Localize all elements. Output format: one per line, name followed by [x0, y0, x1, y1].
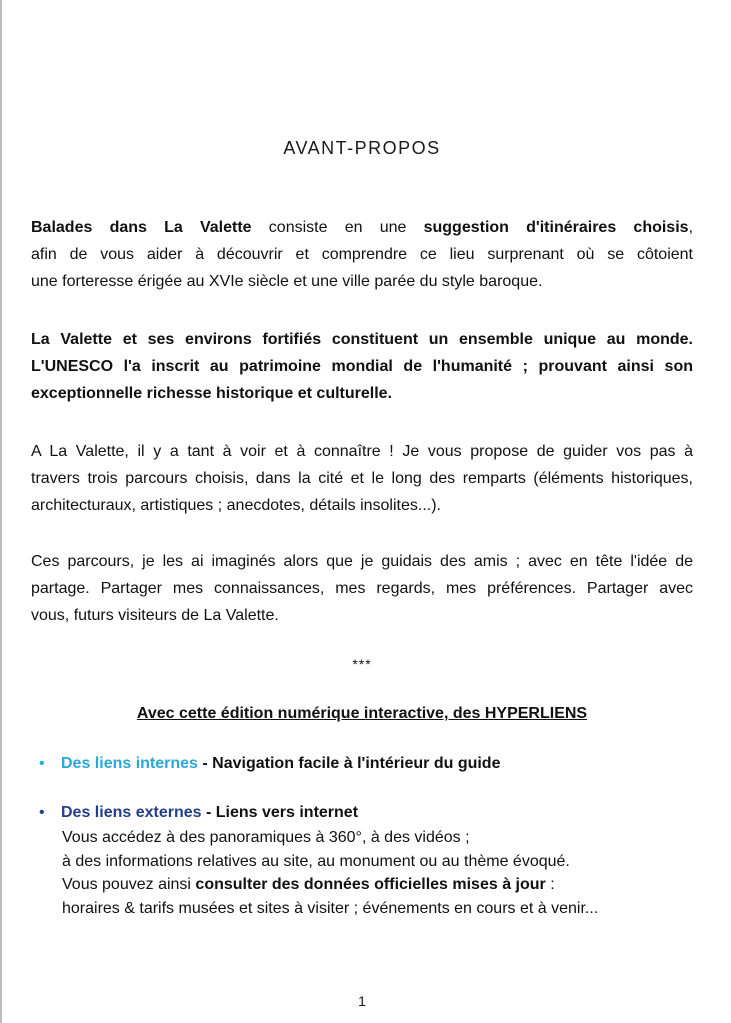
bullet-dot-icon: • — [39, 804, 45, 821]
external-links-label[interactable]: Des liens externes — [61, 804, 202, 821]
sharing-line-3: vous, futurs visiteurs de La Valette. — [31, 607, 279, 624]
routes-paragraph — [31, 438, 693, 519]
details-line-4: horaires & tarifs musées et sites à visiter ; événements en cours et à venir... — [62, 899, 599, 917]
external-links-details — [62, 826, 598, 920]
page-number: 1 — [358, 993, 366, 1009]
unesco-line-2: L'UNESCO l'a inscrit au patrimoine mondial de l'humanité ; prouvant ainsi son — [31, 358, 693, 375]
intro-line-3: une forteresse érigée au XVIe siècle et une ville parée du style baroque. — [31, 273, 543, 290]
section-separator: *** — [352, 656, 372, 672]
details-line-1: Vous accédez à des panoramiques à 360°, à des vidéos ; — [62, 829, 470, 846]
unesco-line-1: La Valette et ses environs fortifiés constituent un ensemble unique au monde. — [31, 331, 693, 348]
internal-links-label[interactable]: Des liens internes — [61, 755, 198, 772]
sharing-line-2: partage. Partager mes connaissances, mes regards, mes préférences. Partager avec — [31, 580, 693, 597]
routes-line-2: travers trois parcours choisis, dans la cité et le long des remparts (éléments historiques, — [31, 470, 693, 487]
sharing-line-1: Ces parcours, je les ai imaginés alors que je guidais des amis ; avec en tête l'idée de — [31, 553, 693, 570]
intro-line-2: afin de vous aider à découvrir et comprendre ce lieu surprenant où se côtoient — [31, 246, 693, 263]
hyperlinks-heading: Avec cette édition numérique interactive, des HYPERLIENS — [136, 705, 588, 722]
guide-name: Balades dans La Valette — [31, 219, 252, 236]
official-data-highlight: consulter des données officielles mises à jour — [195, 876, 546, 893]
page-title: AVANT-PROPOS — [283, 138, 441, 158]
routes-line-3: architecturaux, artistiques ; anecdotes, détails insolites...). — [31, 497, 441, 514]
unesco-paragraph — [31, 326, 693, 407]
external-links-description: - Liens vers internet — [201, 804, 359, 821]
bullet-dot-icon: • — [39, 755, 45, 772]
routes-line-1: A La Valette, il y a tant à voir et à connaître ! Je vous propose de guider vos pas à — [31, 443, 693, 460]
internal-links-description: - Navigation facile à l'intérieur du guide — [197, 755, 501, 772]
intro-line-1: Balades dans La Valette consiste en une suggestion d'itinéraires choisis, — [31, 219, 694, 236]
itinerary-highlight: suggestion d'itinéraires choisis — [423, 219, 689, 236]
intro-paragraph — [31, 214, 693, 295]
unesco-line-3: exceptionnelle richesse historique et culturelle. — [31, 385, 393, 402]
sharing-paragraph — [31, 548, 693, 629]
details-line-2: à des informations relatives au site, au monument ou au thème évoqué. — [62, 852, 570, 870]
page-left-edge — [0, 0, 2, 1023]
details-line-3: Vous pouvez ainsi consulter des données officielles mises à jour : — [62, 876, 555, 893]
